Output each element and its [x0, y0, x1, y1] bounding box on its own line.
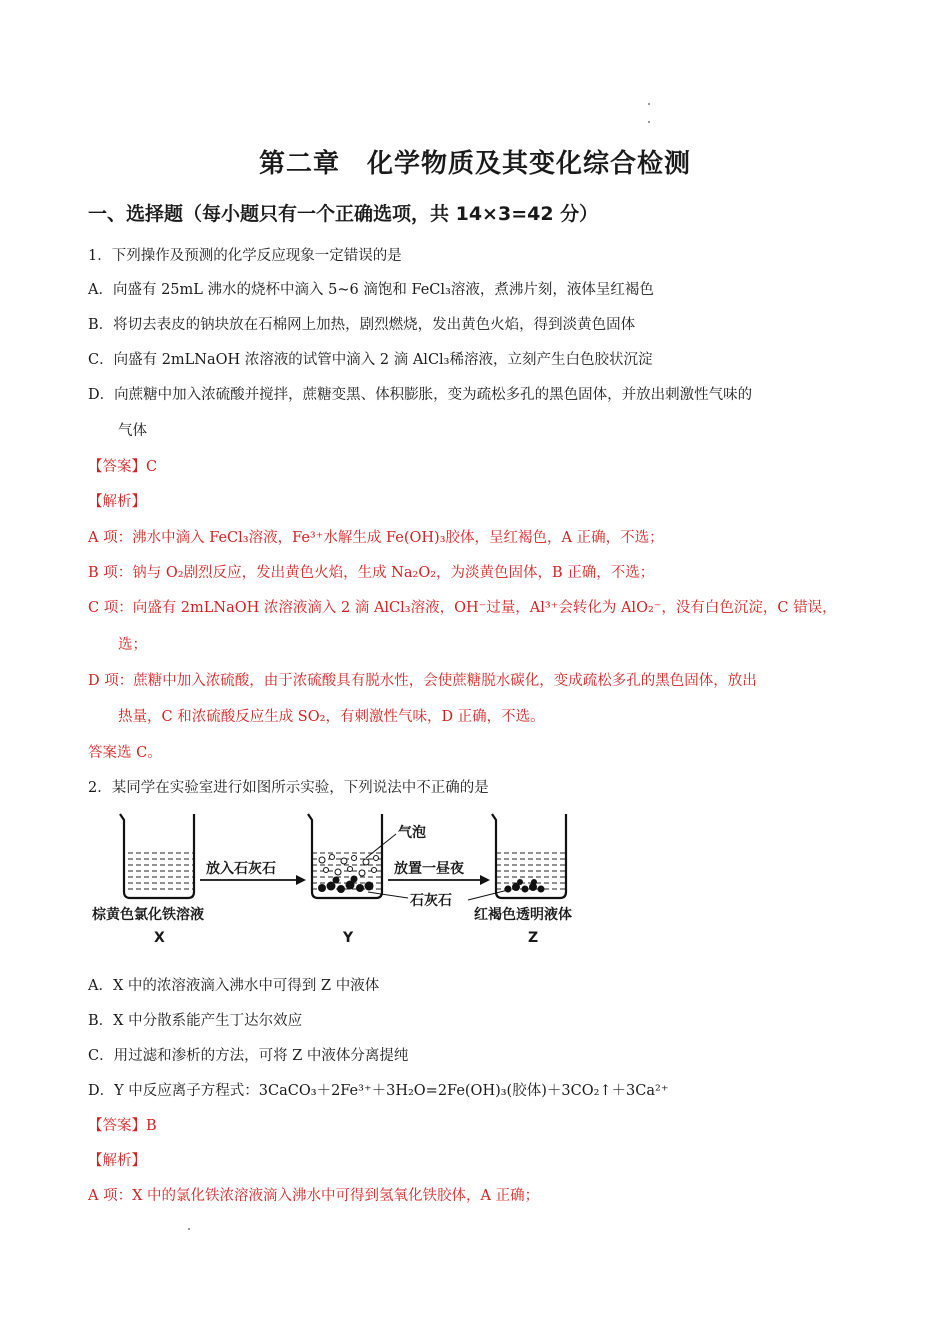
q1-explanation-b: B 项：钠与 O₂剧烈反应，发出黄色火焰，生成 Na₂O₂，为淡黄色固体，B 正确，不选；: [88, 565, 655, 581]
z-label: Z: [528, 930, 539, 946]
arrow-2-head: [480, 875, 490, 885]
answer-tag: 【答案】: [88, 459, 146, 475]
q1-option-c: C．向盛有 2mLNaOH 浓溶液的试管中滴入 2 滴 AlCl₃稀溶液，立刻产生白色胶状沉淀: [88, 352, 653, 368]
q2-option-c: C．用过滤和渗析的方法，可将 Z 中液体分离提纯: [88, 1048, 409, 1064]
q1-stem: 1．下列操作及预测的化学反应现象一定错误的是: [88, 248, 402, 264]
limestone-label: 石灰石: [410, 893, 452, 909]
beaker-x: [120, 814, 194, 898]
q2-stem: 2．某同学在实验室进行如图所示实验，下列说法中不正确的是: [88, 780, 489, 796]
q1-analysis-tag: 【解析】: [88, 494, 146, 510]
q2-analysis-tag: 【解析】: [88, 1153, 146, 1169]
bubbles-label: 气泡: [398, 825, 426, 841]
scan-mark: [648, 103, 650, 105]
answer-value: B: [146, 1118, 157, 1134]
answer-value: C: [146, 459, 158, 475]
scan-mark: [648, 121, 650, 123]
q1-answer: [88, 455, 157, 476]
beaker-z: [468, 814, 566, 900]
q1-explanation-d-cont: 热量，C 和浓硫酸反应生成 SO₂，有刺激性气味，D 正确，不选。: [118, 709, 545, 725]
arrow-1-label: 放入石灰石: [206, 861, 276, 877]
y-label: Y: [343, 930, 354, 946]
q1-option-a: A．向盛有 25mL 沸水的烧杯中滴入 5~6 滴饱和 FeCl₃溶液，煮沸片刻，液体呈红褐色: [88, 282, 654, 298]
q2-explanation-a: A 项：X 中的氯化铁浓溶液滴入沸水中可得到氢氧化铁胶体，A 正确；: [88, 1188, 540, 1204]
q2-answer: [88, 1114, 157, 1135]
x-label: X: [154, 930, 165, 946]
q1-explanation-c-cont: 选；: [118, 637, 147, 653]
page-title: 第二章 化学物质及其变化综合检测: [258, 149, 691, 179]
section-heading: 一、选择题（每小题只有一个正确选项，共 14×3=42 分）: [88, 203, 599, 225]
scan-mark: [188, 1228, 190, 1230]
arrow-1-head: [296, 875, 306, 885]
q1-conclusion: 答案选 C。: [88, 745, 162, 761]
q1-explanation-c: C 项：向盛有 2mLNaOH 浓溶液滴入 2 滴 AlCl₃溶液，OH⁻过量，Al³⁺会转化为 AlO₂⁻，没有白色沉淀，C 错误，: [88, 600, 837, 616]
experiment-figure: [88, 808, 608, 958]
q1-explanation-a: A 项：沸水中滴入 FeCl₃溶液，Fe³⁺水解生成 Fe(OH)₃胶体，呈红褐色，A 正确，不选；: [88, 530, 664, 546]
q2-option-b: B．X 中分散系能产生丁达尔效应: [88, 1013, 303, 1029]
z-description: 红褐色透明液体: [474, 907, 572, 923]
beaker-y: [308, 814, 408, 898]
q1-option-d-cont: 气体: [118, 423, 147, 439]
arrow-2-label: 放置一昼夜: [394, 861, 464, 877]
q1-explanation-d: D 项：蔗糖中加入浓硫酸，由于浓硫酸具有脱水性，会使蔗糖脱水碳化，变成疏松多孔的黑色固体，放出: [88, 673, 757, 689]
answer-tag: 【答案】: [88, 1118, 146, 1134]
q2-option-d: D．Y 中反应离子方程式：3CaCO₃＋2Fe³⁺＋3H₂O=2Fe(OH)₃(胶体)＋3CO₂↑＋3Ca²⁺: [88, 1083, 669, 1099]
q1-option-b: B．将切去表皮的钠块放在石棉网上加热，剧烈燃烧，发出黄色火焰，得到淡黄色固体: [88, 317, 636, 333]
q2-option-a: A．X 中的浓溶液滴入沸水中可得到 Z 中液体: [88, 978, 380, 994]
q1-option-d: D．向蔗糖中加入浓硫酸并搅拌，蔗糖变黑、体积膨胀，变为疏松多孔的黑色固体，并放出刺激性气味的: [88, 387, 753, 403]
x-description: 棕黄色氯化铁溶液: [92, 907, 204, 923]
